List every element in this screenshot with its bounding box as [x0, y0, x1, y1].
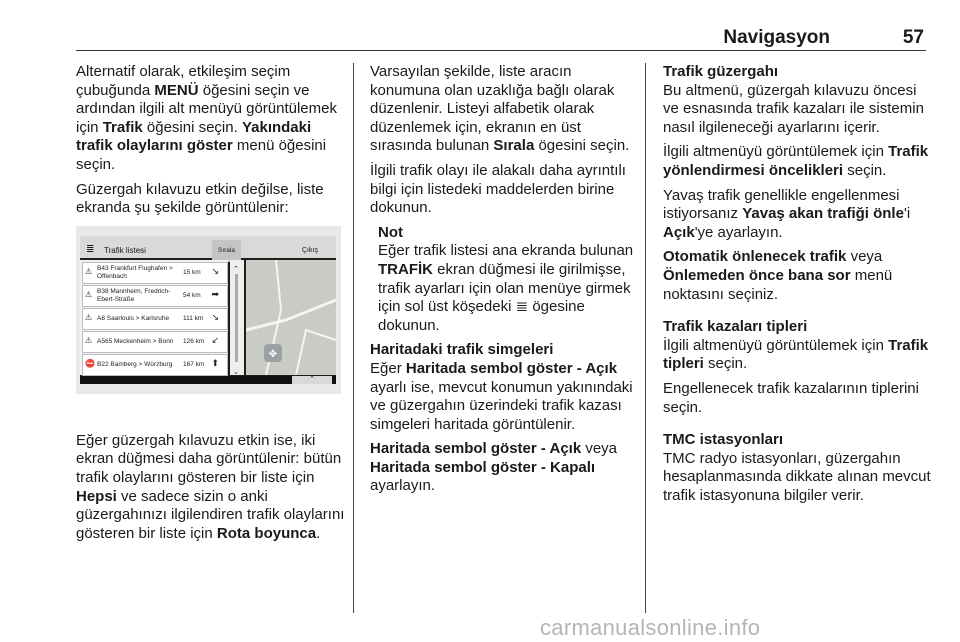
- column-1: [76, 63, 346, 549]
- direction-arrow-icon: ↙: [211, 334, 219, 345]
- paragraph: TMC radyo istasyonları, güzergahın hesaplanmasında dikkate alınan mevcut trafik istasyonuna bilgiler verir.: [663, 449, 931, 504]
- column-divider: [645, 63, 646, 613]
- scroll-up-icon: ⌃: [233, 265, 239, 273]
- paragraph: İlgili trafik olayı ile alakalı daha ayrıntılı bilgi için listedeki maddelerden birine dokunun.: [370, 161, 626, 217]
- list-item: ⚠ B38 Mannheim, Fredrich-Ebert-Straße 54 km ➡: [82, 285, 228, 307]
- screen-title: Trafik listesi: [104, 245, 146, 255]
- direction-arrow-icon: ↘: [211, 265, 219, 276]
- paragraph: Eğer güzergah kılavuzu etkin ise, iki ekran düğmesi daha görüntülenir: bütün trafik olaylarını gösteren bir liste için Hepsi ve sadece sizin o anki güzergahınızı ilgilendiren trafik olaylarını gösteren bir liste için Rota boyunca.: [76, 431, 345, 542]
- paragraph: Bu altmenü, güzergah kılavuzu öncesi ve esnasında trafik kazaları ile sistemin nasıl ilgileneceği ayarlarını içerir.: [663, 81, 924, 136]
- paragraph: Varsayılan şekilde, liste aracın konumuna olan uzaklığa bağlı olarak düzenlenir. Listeyi alfabetik olarak düzenlemek için, ekranın en üst sırasında bulunan Sırala ögesini seçin.: [370, 63, 630, 155]
- paragraph: Haritada sembol göster - Açık veya Haritada sembol göster - Kapalı ayarlayın.: [370, 440, 618, 495]
- scroll-track: [235, 274, 238, 362]
- map-roads: [246, 260, 336, 375]
- column-3: [663, 63, 933, 511]
- warning-icon: ⚠: [85, 312, 93, 322]
- list-item: ⛔ B22 Bamberg > Würzburg 167 km ⬆: [82, 354, 228, 376]
- traffic-list: [80, 260, 228, 375]
- paragraph: İlgili altmenüyü görüntülemek için Trafik yönlendirmesi öncelikleri seçin.: [663, 143, 929, 179]
- note-box: [378, 224, 636, 336]
- map-view: [246, 260, 336, 375]
- sort-button: Sırala: [212, 240, 241, 263]
- column-divider: [353, 63, 354, 613]
- svg-text:✥: ✥: [268, 348, 278, 360]
- list-item: ⚠ A8 Saarlouis > Karlsruhe 111 km ↘: [82, 308, 228, 330]
- paragraph: Otomatik önlenecek trafik veya Önlemeden önce bana sor menü noktasını seçiniz.: [663, 248, 893, 303]
- note-title: Not: [378, 223, 403, 241]
- page-number: 57: [902, 27, 924, 48]
- page-header: [76, 0, 926, 51]
- infotainment-screen: [80, 236, 336, 384]
- direction-arrow-icon: ➡: [211, 288, 219, 299]
- warning-icon: ⚠: [85, 266, 93, 276]
- screen-top-bar: [80, 236, 336, 258]
- paragraph: Eğer Haritada sembol göster - Açık ayarlı ise, mevcut konumun yakınındaki ve güzergahın üzerindeki trafik kazası simgeleri haritada görüntülenir.: [370, 359, 633, 433]
- traffic-list-screenshot: [76, 226, 341, 394]
- note-text: Eğer trafik listesi ana ekranda bulunan TRAFİK ekran düğmesi ile girilmişse, trafik ayarları için olan menüye girmek için sol üst köşedeki ≣ ögesine dokunun.: [378, 242, 634, 334]
- watermark: carmanualsonline.info: [540, 615, 761, 640]
- list-scrollbar: [230, 260, 244, 375]
- page-title: Navigasyon: [723, 27, 830, 48]
- paragraph: İlgili altmenüyü görüntülemek için Trafik tipleri seçin.: [663, 336, 929, 373]
- list-item: ⚠ B43 Frankfurt Flughafen > Offenbach 15 km ↘: [82, 262, 228, 284]
- list-item: ⚠ A565 Meckenheim > Bonn 126 km ↙: [82, 331, 228, 353]
- direction-arrow-icon: ↘: [211, 311, 219, 322]
- menu-icon: ≣: [86, 243, 95, 255]
- menu-icon: ≣: [515, 298, 529, 316]
- warning-icon: ⚠: [85, 335, 93, 345]
- section-heading: Trafik güzergahı: [663, 63, 779, 80]
- no-entry-icon: ⛔: [85, 358, 95, 368]
- warning-icon: ⚠: [85, 289, 93, 299]
- exit-button: Çıkış: [302, 246, 318, 254]
- paragraph: Güzergah kılavuzu etkin değilse, liste ekranda şu şekilde görüntülenir:: [76, 180, 324, 217]
- paragraph: Yavaş trafik genellikle engellenmesi istiyorsanız Yavaş akan trafiği önle'i Açık'ye ayarlayın.: [663, 186, 911, 241]
- scroll-down-icon: ⌄: [233, 368, 239, 376]
- section-heading: Haritadaki trafik simgeleri: [370, 341, 554, 359]
- section-heading: TMC istasyonları: [663, 431, 784, 449]
- chevron-up-icon: ⌃: [292, 376, 332, 384]
- column-2: [370, 63, 636, 502]
- paragraph: Engellenecek trafik kazalarının tiplerini seçin.: [663, 379, 919, 416]
- section-heading: Trafik kazaları tipleri: [663, 318, 808, 336]
- direction-arrow-icon: ⬆: [211, 357, 219, 368]
- paragraph: Alternatif olarak, etkileşim seçim çubuğunda MENÜ öğesini seçin ve ardından ilgili alt menüyü görüntülemek için Trafik öğesini seçin. Yakındaki trafik olaylarını göster menü öğesini seçin.: [76, 63, 337, 173]
